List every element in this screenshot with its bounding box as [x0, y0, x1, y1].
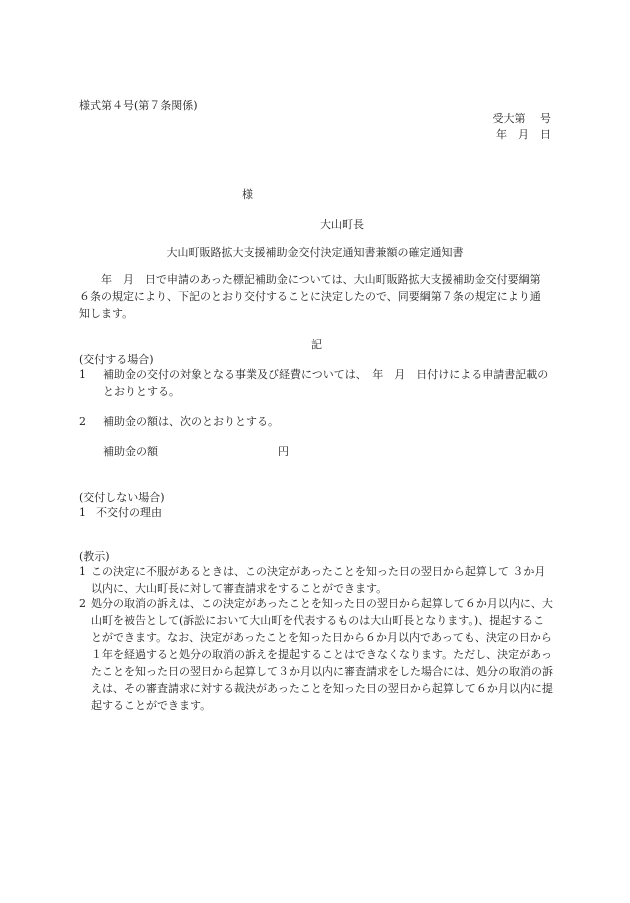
grant-item-1-number: 1	[79, 368, 86, 381]
notice-item-2	[79, 595, 553, 714]
amount-unit: 円	[278, 445, 289, 458]
notice-heading: (教示)	[79, 550, 110, 563]
notice-item-1	[79, 563, 553, 597]
document-title: 大山町販路拡大支援補助金交付決定通知書兼額の確定通知書	[166, 246, 464, 259]
grant-item-1	[79, 366, 551, 400]
grant-case-heading: (交付する場合)	[79, 353, 154, 366]
grant-item-1-text: 補助金の交付の対象となる事業及び経費については、 年 月 日付けによる申請書記載のとおりとする。	[103, 368, 549, 398]
grant-item-2	[79, 413, 551, 430]
notice-item-1-text: この決定に不服があるときは、この決定があったことを知った日の翌日から起算して ３か月以内に、大山町長に対して審査請求をすることができます。	[91, 565, 546, 595]
addressee-honorific: 様	[242, 188, 253, 201]
receipt-number: 受大第 号	[492, 112, 551, 125]
notice-item-2-text: 処分の取消の訴えは、この決定があったことを知った日の翌日から起算して６か月以内に、大山町を被告として(訴訟において大山町を代表するものは大山町長となります。)、提起することができます。なお、決定があったことを知った日から６か月以内であっても、決定の日から１年を経過すると処分の取消の訴えを提起することはできなくなります。ただし、決定があったことを知った日の翌日から起算して３か月以内に審査請求をした場合には、処分の取消の訴えは、その審査請求に対する裁決があったことを知った日の翌日から起算して６か月以内に提起することができます。	[91, 597, 553, 712]
no-grant-item-number: 1	[79, 506, 86, 519]
grant-item-2-text: 補助金の額は、次のとおりとする。	[103, 415, 279, 428]
notice-item-1-number: 1	[79, 565, 86, 578]
no-grant-reason-label: 不交付の理由	[96, 506, 162, 519]
no-grant-case-heading: (交付しない場合)	[79, 491, 165, 504]
intro-paragraph: 年 月 日で申請のあった標記補助金については、大山町販路拡大支援補助金交付要綱第６条の規定により、下記のとおり交付することに決定したので、同要綱第７条の規定により通知します。	[79, 273, 541, 320]
grant-item-2-number: 2	[79, 415, 86, 428]
document-date: 年 月 日	[496, 128, 551, 141]
notice-item-2-number: 2	[79, 597, 86, 610]
form-number: 様式第４号(第７条関係)	[79, 99, 198, 112]
ki-heading: 記	[311, 338, 322, 351]
amount-label: 補助金の額	[103, 445, 158, 458]
sender-name: 大山町長	[320, 218, 364, 231]
